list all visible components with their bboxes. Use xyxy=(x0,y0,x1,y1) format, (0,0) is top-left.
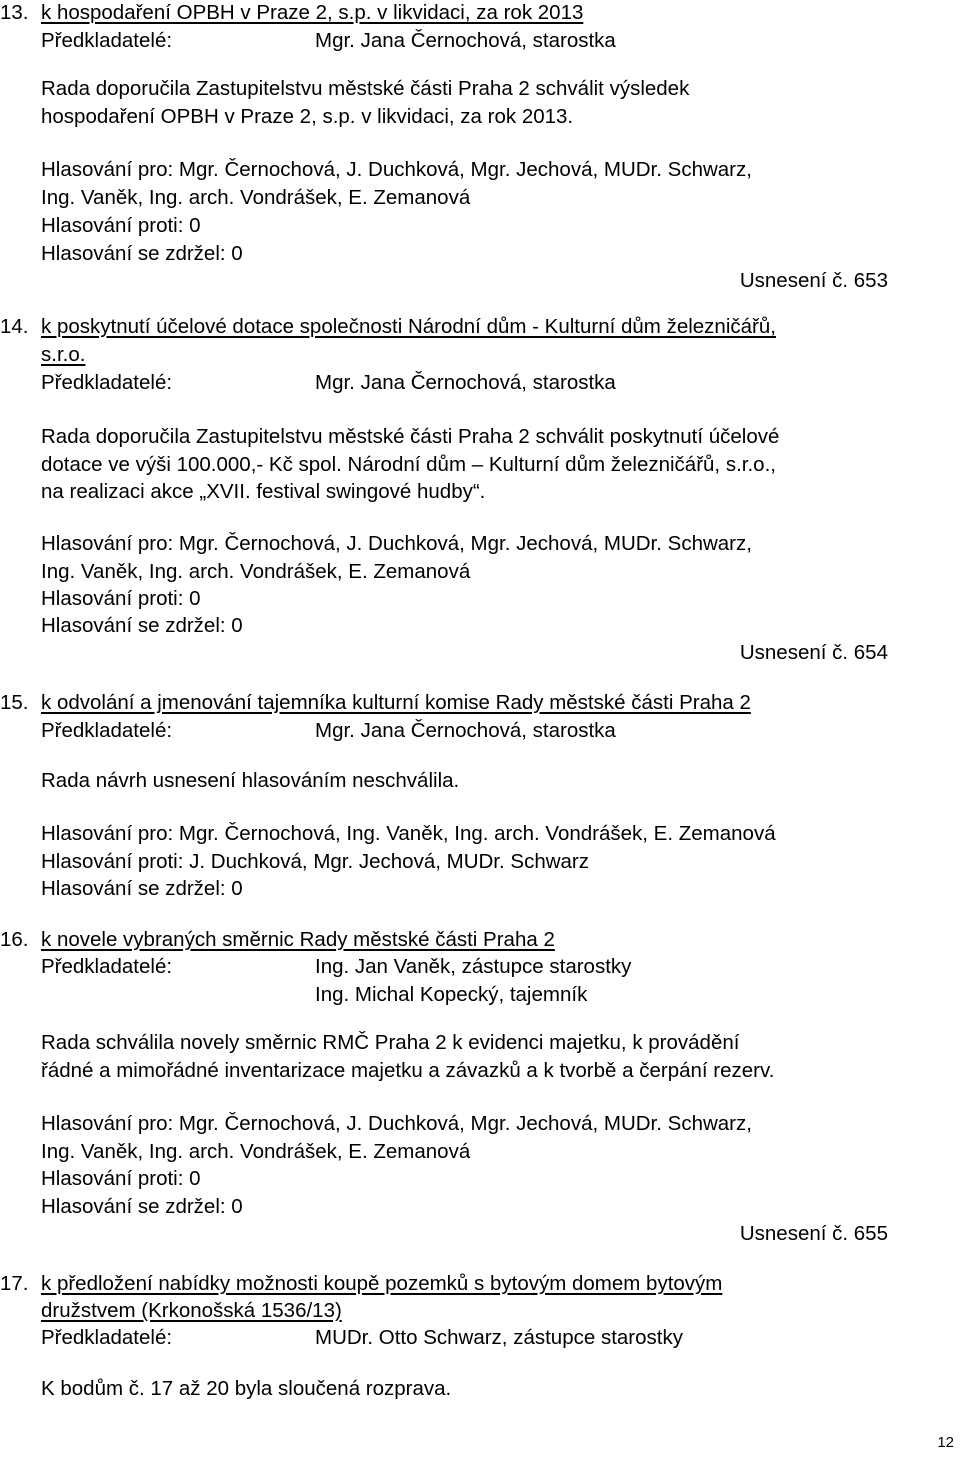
item-title: s.r.o. xyxy=(41,343,86,366)
presenter: Mgr. Jana Černochová, starostka xyxy=(315,371,616,394)
item-number: 16. xyxy=(0,928,29,951)
decision-text: dotace ve výši 100.000,- Kč spol. Národní dům – Kulturní dům železničářů, s.r.o., xyxy=(41,453,776,476)
vote-line: Hlasování proti: J. Duchková, Mgr. Jechová, MUDr. Schwarz xyxy=(41,850,590,873)
presenter: Mgr. Jana Černochová, starostka xyxy=(315,719,616,742)
item-number: 14. xyxy=(0,315,29,338)
item-title: k hospodaření OPBH v Praze 2, s.p. v likvidaci, za rok 2013 xyxy=(41,1,584,24)
presenter: Ing. Jan Vaněk, zástupce starostky xyxy=(315,955,632,978)
vote-line: Hlasování se zdržel: 0 xyxy=(41,1195,243,1218)
presenter: Ing. Michal Kopecký, tajemník xyxy=(315,983,588,1006)
vote-line: Hlasování pro: Mgr. Černochová, J. Duchková, Mgr. Jechová, MUDr. Schwarz, xyxy=(41,1112,752,1135)
resolution-number: Usnesení č. 654 xyxy=(739,641,888,664)
vote-line: Hlasování pro: Mgr. Černochová, J. Duchková, Mgr. Jechová, MUDr. Schwarz, xyxy=(41,158,752,181)
item-number: 13. xyxy=(0,1,29,24)
item-title: k předložení nabídky možnosti koupě pozemků s bytovým domem bytovým xyxy=(41,1272,723,1295)
decision-text: K bodům č. 17 až 20 byla sloučená rozprava. xyxy=(41,1377,452,1400)
decision-text: Rada návrh usnesení hlasováním neschválila. xyxy=(41,769,460,792)
decision-text: na realizaci akce „XVII. festival swingové hudby“. xyxy=(41,480,486,503)
item-number: 17. xyxy=(0,1272,29,1295)
vote-line: Hlasování proti: 0 xyxy=(41,587,201,610)
vote-line: Ing. Vaněk, Ing. arch. Vondrášek, E. Zemanová xyxy=(41,1140,471,1163)
vote-line: Hlasování se zdržel: 0 xyxy=(41,242,243,265)
item-title: k novele vybraných směrnic Rady městské části Praha 2 xyxy=(41,928,555,951)
item-title: k odvolání a jmenování tajemníka kulturní komise Rady městské části Praha 2 xyxy=(41,691,751,714)
resolution-number: Usnesení č. 655 xyxy=(739,1222,888,1245)
vote-line: Hlasování pro: Mgr. Černochová, J. Duchková, Mgr. Jechová, MUDr. Schwarz, xyxy=(41,532,752,555)
resolution-number: Usnesení č. 653 xyxy=(739,269,888,292)
vote-line: Hlasování proti: 0 xyxy=(41,1167,201,1190)
presenter-label: Předkladatelé: xyxy=(41,955,173,978)
vote-line: Hlasování proti: 0 xyxy=(41,214,201,237)
item-number: 15. xyxy=(0,691,29,714)
item-title: družstvem (Krkonošská 1536/13) xyxy=(41,1299,342,1322)
vote-line: Hlasování se zdržel: 0 xyxy=(41,877,243,900)
decision-text: Rada schválila novely směrnic RMČ Praha 2 k evidenci majetku, k provádění xyxy=(41,1031,740,1054)
presenter-label: Předkladatelé: xyxy=(41,29,173,52)
presenter: MUDr. Otto Schwarz, zástupce starostky xyxy=(315,1326,683,1349)
decision-text: Rada doporučila Zastupitelstvu městské části Praha 2 schválit poskytnutí účelové xyxy=(41,425,780,448)
presenter-label: Předkladatelé: xyxy=(41,719,173,742)
presenter-label: Předkladatelé: xyxy=(41,1326,173,1349)
vote-line: Hlasování se zdržel: 0 xyxy=(41,614,243,637)
decision-text: řádné a mimořádné inventarizace majetku a závazků a k tvorbě a čerpání rezerv. xyxy=(41,1059,775,1082)
vote-line: Ing. Vaněk, Ing. arch. Vondrášek, E. Zemanová xyxy=(41,186,471,209)
item-title: k poskytnutí účelové dotace společnosti Národní dům - Kulturní dům železničářů, xyxy=(41,315,776,338)
page-number: 12 xyxy=(937,1434,954,1451)
presenter: Mgr. Jana Černochová, starostka xyxy=(315,29,616,52)
vote-line: Ing. Vaněk, Ing. arch. Vondrášek, E. Zemanová xyxy=(41,560,471,583)
vote-line: Hlasování pro: Mgr. Černochová, Ing. Vaněk, Ing. arch. Vondrášek, E. Zemanová xyxy=(41,822,776,845)
presenter-label: Předkladatelé: xyxy=(41,371,173,394)
decision-text: hospodaření OPBH v Praze 2, s.p. v likvidaci, za rok 2013. xyxy=(41,105,574,128)
decision-text: Rada doporučila Zastupitelstvu městské části Praha 2 schválit výsledek xyxy=(41,77,690,100)
